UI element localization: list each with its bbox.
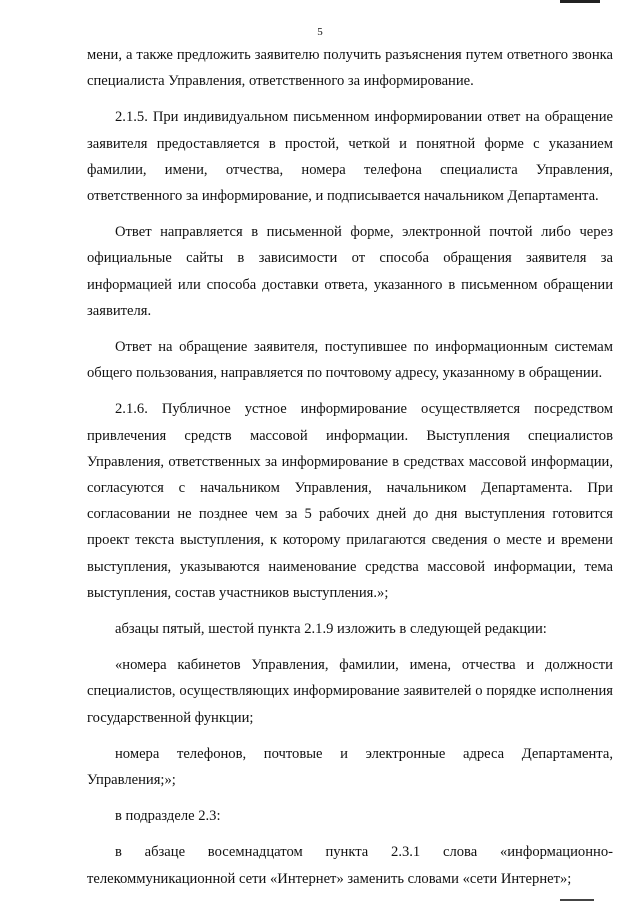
document-body (87, 42, 613, 902)
paragraph-2-3-1: в абзаце восемнадцатом пункта 2.3.1 слова «информационно-телекоммуникационной сети «Интернет» заменить словами «сети Интернет»; (87, 844, 613, 887)
page-number: 5 (317, 26, 323, 38)
paragraph-2-1-5: 2.1.5. При индивидуальном письменном информировании ответ на обращение заявителя предоставляется в простой, четкой и понятной форме с указанием фамилии, имени, отчества, номера телефона специалиста Управления, ответственного за информирование, и подписывается начальником Департамента. (87, 109, 613, 205)
paragraph-room-numbers: «номера кабинетов Управления, фамилии, имена, отчества и должности специалистов, осуществляющих информирование заявителей о порядке исполнения государственной функции; (87, 657, 613, 726)
scan-edge-mark (560, 0, 600, 3)
paragraph-answer-form: Ответ направляется в письменной форме, электронной почтой либо через официальные сайты в зависимости от способа обращения заявителя за информацией или способа доставки ответа, указанного в письменном обращении заявителя. (87, 224, 613, 319)
paragraph-continuation: мени, а также предложить заявителю получить разъяснения путем ответного звонка специалиста Управления, ответственного за информирование. (87, 47, 613, 90)
paragraph-subsection-2-3: в подразделе 2.3: (115, 808, 221, 825)
scan-edge-mark-bottom (560, 899, 594, 901)
paragraph-2-1-6: 2.1.6. Публичное устное информирование осуществляется посредством привлечения средств массовой информации. Выступления специалистов Управления, ответственных за информирование в средствах массовой информации, согласуются с начальником Управления, начальником Департамента. При согласовании не позднее чем за 5 рабочих дней до дня выступления готовится проект текста выступления, к которому прилагаются сведения о месте и времени выступления, указываются наименование средства массовой информации, тема выступления, состав участников выступления.»; (87, 401, 613, 601)
paragraph-phone-numbers: номера телефонов, почтовые и электронные адреса Департамента, Управления;»; (87, 745, 613, 789)
paragraph-amendment-2-1-9: абзацы пятый, шестой пункта 2.1.9 изложить в следующей редакции: (115, 621, 547, 638)
paragraph-answer-postal: Ответ на обращение заявителя, поступившее по информационным системам общего пользования, направляется по почтовому адресу, указанному в обращении. (87, 339, 613, 382)
